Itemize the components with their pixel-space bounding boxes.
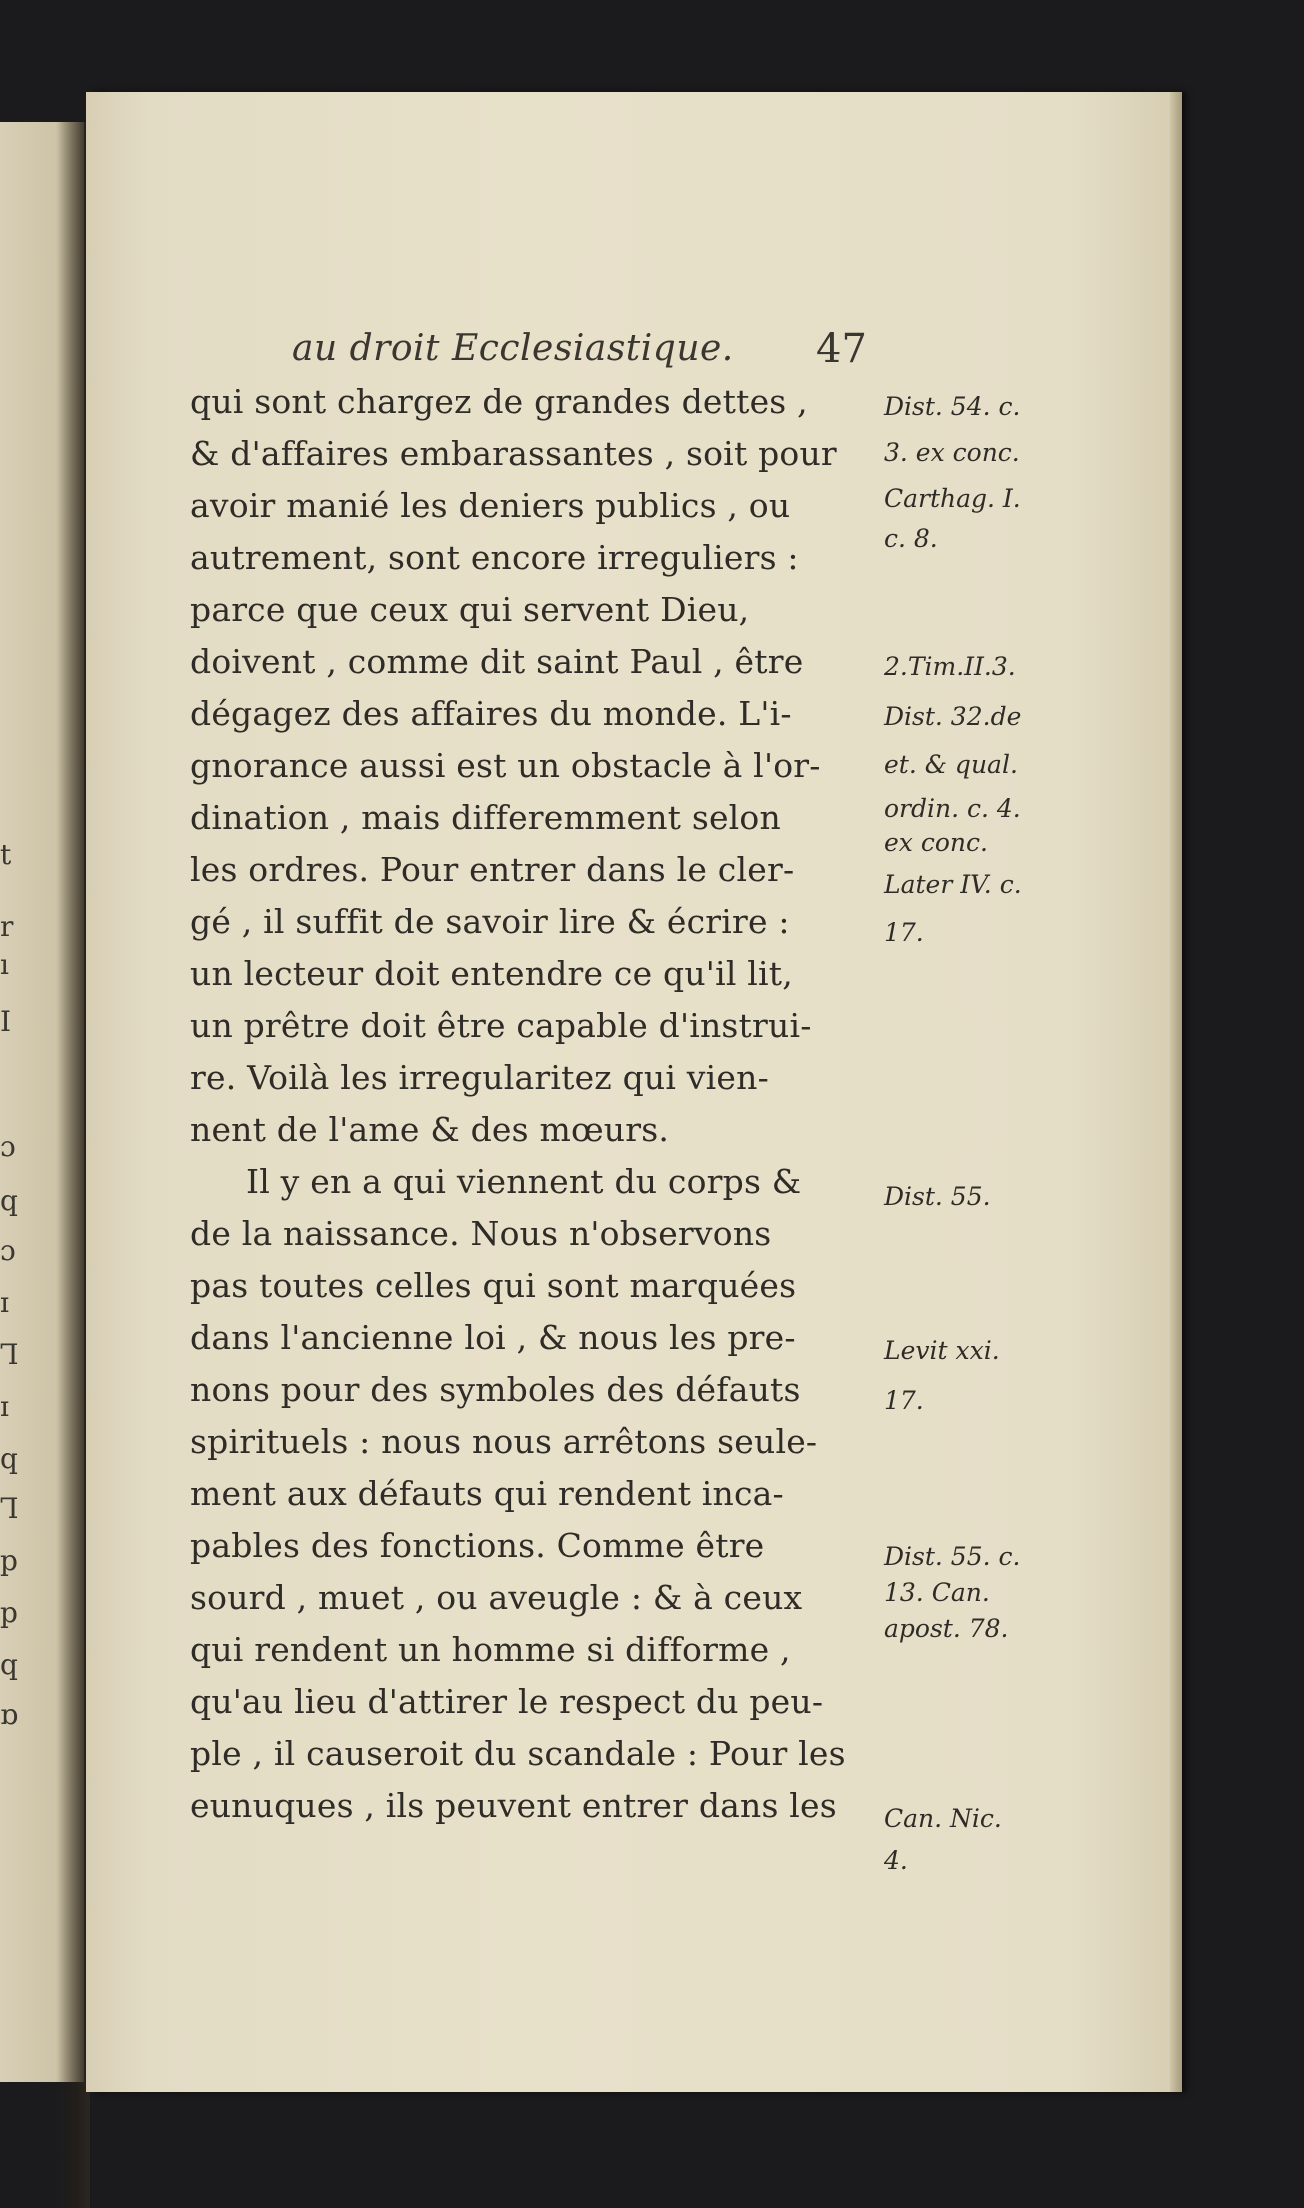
text-line: nons pour des symboles des défauts: [190, 1370, 801, 1409]
text-line: eunuques , ils peuvent entrer dans les: [190, 1786, 837, 1825]
text-line: dans l'ancienne loi , & nous les pre-: [190, 1318, 796, 1357]
text-line: gé , il suffit de savoir lire & écrire :: [190, 902, 790, 941]
text-line: autrement, sont encore irreguliers :: [190, 538, 799, 577]
margin-note: c. 8.: [884, 524, 938, 553]
text-line: avoir manié les deniers publics , ou: [190, 486, 791, 525]
margin-note: Later IV. c.: [884, 870, 1022, 899]
text-line: les ordres. Pour entrer dans le cler-: [190, 850, 795, 889]
text-line: re. Voilà les irregularitez qui vien-: [190, 1058, 769, 1097]
margin-note: Dist. 54. c.: [884, 392, 1021, 421]
facing-page-mark: I: [0, 1005, 12, 1038]
book-gutter: [56, 122, 90, 2208]
facing-page-mark: ı: [0, 948, 9, 981]
facing-page-mark: ɔ: [0, 1234, 16, 1267]
page-edge: [1170, 92, 1182, 2092]
margin-note: 13. Can.: [884, 1578, 990, 1607]
text-line: ple , il causeroit du scandale : Pour les: [190, 1734, 846, 1773]
margin-note: Levit xxi.: [884, 1336, 1000, 1365]
margin-note: 17.: [884, 918, 924, 947]
facing-page-mark: ɪ: [0, 1286, 9, 1319]
text-line: pas toutes celles qui sont marquées: [190, 1266, 797, 1305]
margin-note: Dist. 55. c.: [884, 1542, 1021, 1571]
text-line: gnorance aussi est un obstacle à l'or-: [190, 746, 821, 785]
text-line: spirituels : nous nous arrêtons seule-: [190, 1422, 818, 1461]
margin-note: ordin. c. 4.: [884, 794, 1021, 823]
text-line: qui sont chargez de grandes dettes ,: [190, 382, 808, 421]
text-line: qu'au lieu d'attirer le respect du peu-: [190, 1682, 824, 1721]
text-line: un prêtre doit être capable d'instrui-: [190, 1006, 812, 1045]
facing-page-mark: ɔ: [0, 1130, 16, 1163]
paragraph-start-line: Il y en a qui viennent du corps &: [246, 1162, 802, 1201]
text-line: pables des fonctions. Comme être: [190, 1526, 765, 1565]
text-line: qui rendent un homme si difforme ,: [190, 1630, 791, 1669]
facing-page-mark: ɪ: [0, 1390, 9, 1423]
text-line: parce que ceux qui servent Dieu,: [190, 590, 750, 629]
margin-note: apost. 78.: [884, 1614, 1009, 1643]
running-title: au droit Ecclesiastique.: [292, 328, 734, 369]
facing-page-mark: q: [0, 1648, 18, 1681]
margin-note: 3. ex conc.: [884, 438, 1020, 467]
margin-note: et. & qual.: [884, 750, 1018, 779]
facing-page-mark: t: [0, 838, 12, 871]
facing-page-mark: p: [0, 1596, 18, 1629]
text-line: de la naissance. Nous n'observons: [190, 1214, 772, 1253]
facing-page-mark: Ꞁ: [0, 1338, 19, 1371]
margin-note: 4.: [884, 1846, 908, 1875]
margin-note: 17.: [884, 1386, 924, 1415]
facing-page-mark: q: [0, 1184, 18, 1217]
text-line: dination , mais differemment selon: [190, 798, 781, 837]
margin-note: 2.Tim.II.3.: [884, 652, 1016, 681]
margin-note: Can. Nic.: [884, 1804, 1002, 1833]
text-line: sourd , muet , ou aveugle : & à ceux: [190, 1578, 803, 1617]
facing-page-mark: Ꞁ: [0, 1492, 19, 1525]
text-line: ment aux défauts qui rendent inca-: [190, 1474, 784, 1513]
text-line: nent de l'ame & des mœurs.: [190, 1110, 670, 1149]
text-line: & d'affaires embarassantes , soit pour: [190, 434, 837, 473]
page-number: 47: [816, 326, 867, 372]
margin-note: Dist. 55.: [884, 1182, 991, 1211]
facing-page-mark: q: [0, 1442, 18, 1475]
facing-page-mark: p: [0, 1544, 18, 1577]
margin-note: ex conc.: [884, 828, 988, 857]
facing-page-mark: ɒ: [0, 1698, 18, 1731]
book-page: [86, 92, 1178, 2092]
page-header: [292, 328, 892, 384]
text-line: doivent , comme dit saint Paul , être: [190, 642, 804, 681]
facing-page-mark: r: [0, 910, 14, 943]
margin-note: Carthag. I.: [884, 484, 1021, 513]
margin-note: Dist. 32.de: [884, 702, 1022, 731]
text-line: un lecteur doit entendre ce qu'il lit,: [190, 954, 793, 993]
text-line: dégagez des affaires du monde. L'i-: [190, 694, 792, 733]
